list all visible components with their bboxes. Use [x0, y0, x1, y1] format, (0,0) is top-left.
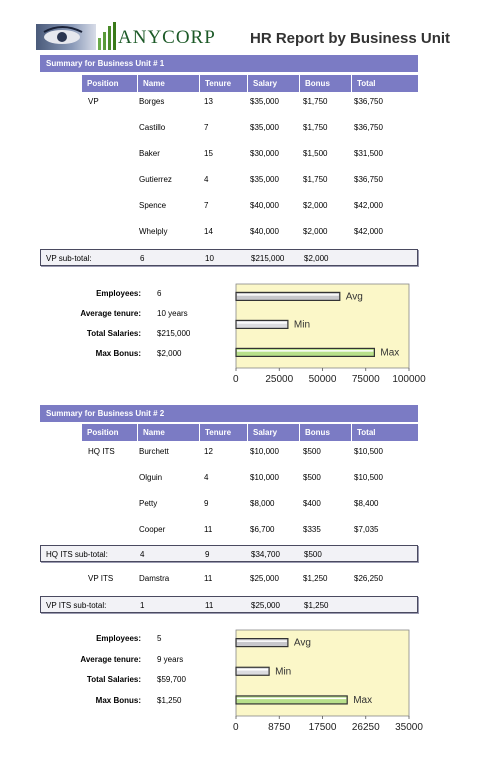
bar-label-min: Min: [275, 666, 292, 678]
bar-avg: [236, 292, 340, 300]
subtotal-row: VP sub-total: 6 10 $215,000 $2,000: [40, 249, 418, 266]
tenure-value: 9 years: [157, 655, 184, 664]
logo-eye-icon: [36, 20, 120, 54]
group-position: HQ ITS: [88, 447, 115, 456]
bar-avg: [236, 639, 288, 647]
col-total: Total: [351, 75, 418, 92]
tick-label: 0: [233, 722, 239, 733]
col-position: Position: [87, 428, 119, 437]
tenure-label: Average tenure:: [80, 655, 141, 664]
group-position: VP: [88, 97, 99, 106]
bonus-value: $1,250: [157, 696, 182, 705]
col-tenure: Tenure: [199, 424, 247, 441]
bar-label-min: Min: [293, 319, 311, 331]
bar-label-max: Max: [353, 694, 373, 706]
bonus-label: Max Bonus:: [95, 349, 141, 358]
brand-name: ANYCORP: [118, 27, 216, 48]
group-position: VP ITS: [88, 574, 114, 583]
bar-min: [236, 320, 288, 328]
employees-value: 5: [157, 634, 162, 643]
bar-label-avg: Avg: [345, 291, 363, 303]
tick-label: 100000: [392, 374, 426, 385]
col-total: Total: [351, 424, 418, 441]
employees-label: Employees:: [96, 289, 141, 298]
col-salary: Salary: [247, 75, 299, 92]
col-bonus: Bonus: [299, 75, 351, 92]
bonus-label: Max Bonus:: [95, 696, 141, 705]
unit-2-column-header: [82, 424, 418, 441]
salaries-value: $59,700: [157, 675, 186, 684]
tenure-value: 10 years: [157, 309, 188, 318]
col-position: Position: [87, 79, 119, 88]
tick-label: 25000: [265, 374, 294, 385]
bar-label-max: Max: [380, 347, 400, 359]
unit-2-chart: [232, 628, 442, 734]
col-tenure: Tenure: [199, 75, 247, 92]
bar-max: [236, 696, 347, 704]
subtotal-row: VP ITS sub-total: 1 11 $25,000 $1,250: [40, 596, 418, 613]
tick-label: 0: [233, 374, 239, 385]
col-name: Name: [137, 424, 199, 441]
tick-label: 75000: [351, 374, 380, 385]
unit-2-banner: Summary for Business Unit # 2: [40, 405, 418, 422]
employees-label: Employees:: [96, 634, 141, 643]
tick-label: 50000: [308, 374, 337, 385]
tick-label: 17500: [308, 722, 337, 733]
salaries-label: Total Salaries:: [86, 329, 141, 338]
bonus-value: $2,000: [157, 349, 182, 358]
bar-label-avg: Avg: [293, 637, 311, 649]
unit-1-banner: Summary for Business Unit # 1: [40, 55, 418, 72]
tick-label: 35000: [395, 722, 423, 733]
tick-label: 26250: [351, 722, 380, 733]
unit-1-column-header: [82, 75, 418, 92]
col-name: Name: [137, 75, 199, 92]
employees-value: 6: [157, 289, 162, 298]
subtotal-row: HQ ITS sub-total: 4 9 $34,700 $500: [40, 545, 418, 562]
col-bonus: Bonus: [299, 424, 351, 441]
salaries-label: Total Salaries:: [86, 675, 141, 684]
tick-label: 8750: [268, 722, 291, 733]
tenure-label: Average tenure:: [80, 309, 141, 318]
bar-max: [236, 348, 374, 356]
report-title: HR Report by Business Unit: [250, 30, 451, 47]
bar-min: [236, 667, 269, 675]
col-salary: Salary: [247, 424, 299, 441]
unit-1-chart: [232, 282, 442, 386]
salaries-value: $215,000: [157, 329, 191, 338]
